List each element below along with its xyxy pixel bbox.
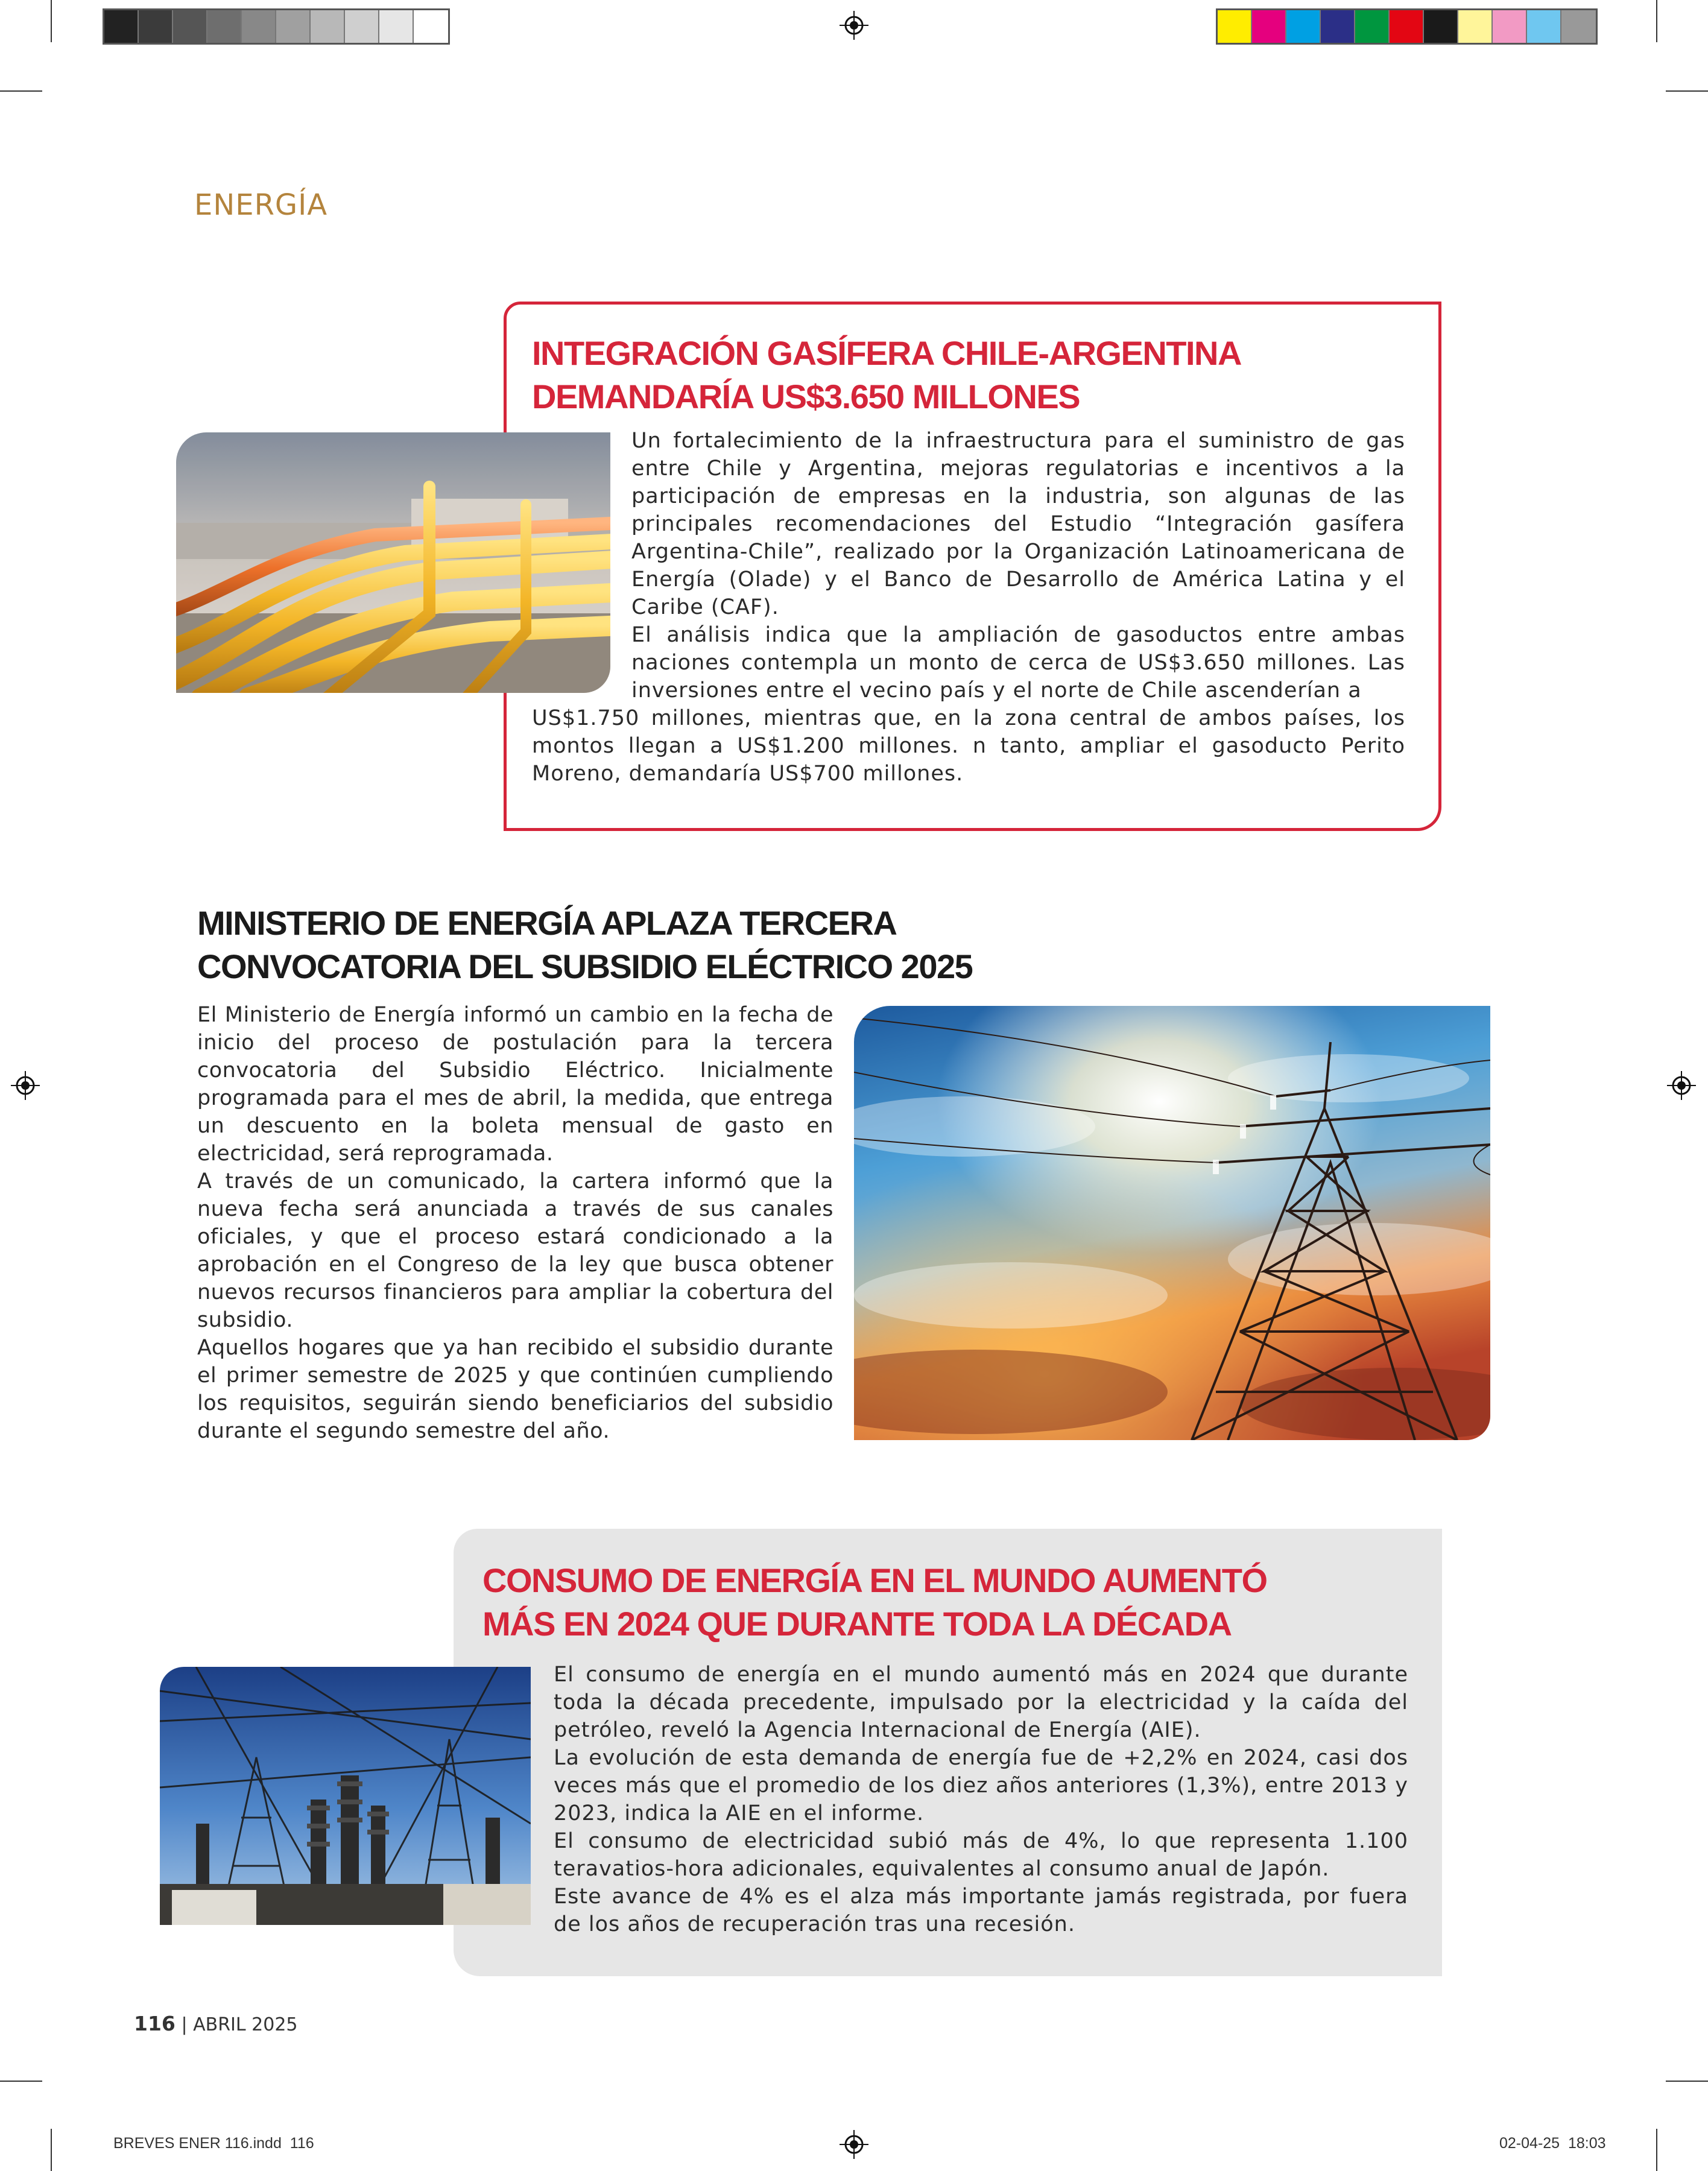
color-swatch: [104, 10, 139, 43]
article2-paragraph: El Ministerio de Energía informó un cambio en la fecha de inicio del proceso de postulación para la tercera convocatoria del Subsidio Eléctrico. Inicialmente programada para el mes de abril, la medida, que entrega un descuento en la boleta mensual de gasto en electricidad, será reprogramada.: [197, 1003, 833, 1166]
article3-title-line: MÁS EN 2024 QUE DURANTE TODA LA DÉCADA: [482, 1605, 1232, 1643]
article3-title: [482, 1559, 1423, 1646]
article1-paragraph: Un fortalecimiento de la infraestructura para el suministro de gas entre Chile y Argentina, mejoras regulatorias e incentivos a la participación de empresas en la industria, son algunas de las principales recomendaciones del Estudio “Integración gasífera Argentina-Chile”, realizado por la Organización Latinoamericana de Energía (Olade) y el Banco de Desarrollo de América Latina y el Caribe (CAF).: [631, 429, 1405, 619]
page-folio: [134, 2012, 298, 2035]
color-swatch: [379, 10, 414, 43]
print-slug-file: [113, 2135, 314, 2152]
crop-mark: [1656, 2129, 1657, 2171]
article1-title-line: DEMANDARÍA US$3.650 MILLONES: [532, 378, 1080, 416]
article3-paragraph: El consumo de energía en el mundo aumentó más en 2024 que durante toda la década precedente, impulsado por la electricidad y la caída del petróleo, reveló la Agencia Internacional de Energía (AIE).: [554, 1663, 1408, 1742]
article1-body-tail: [532, 704, 1405, 788]
color-swatch: [1218, 10, 1252, 43]
slug-filename: BREVES ENER 116.indd: [113, 2135, 282, 2152]
article3-title-line: CONSUMO DE ENERGÍA EN EL MUNDO AUMENTÓ: [482, 1561, 1267, 1599]
power-tower-sunset-photo: [854, 1006, 1490, 1440]
crop-mark: [0, 90, 42, 92]
folio-separator: |: [181, 2014, 188, 2035]
article1-paragraph: US$1.750 millones, mientras que, en la zona central de ambos países, los montos llegan a US$1.200 millones. n tanto, ampliar el gasoducto Perito Moreno, demandaría US$700 millones.: [532, 706, 1405, 786]
color-swatch: [311, 10, 345, 43]
article3-paragraph: La evolución de esta demanda de energía fue de +2,2% en 2024, casi dos veces más que el promedio de los diez años anteriores (1,3%), entre 2013 y 2023, indica la AIE en el informe.: [554, 1746, 1408, 1825]
color-swatch: [173, 10, 207, 43]
crop-mark: [51, 0, 52, 42]
color-swatch: [1493, 10, 1527, 43]
color-swatch: [276, 10, 311, 43]
article2-body: [197, 1001, 833, 1445]
crop-mark: [0, 2081, 42, 2082]
crop-mark: [51, 2129, 52, 2171]
article1-title: [532, 332, 1412, 419]
color-swatch: [1527, 10, 1561, 43]
gray-calibration-bar: [103, 8, 450, 45]
print-slug-timestamp: [1499, 2135, 1606, 2152]
color-swatch: [139, 10, 173, 43]
slug-page: 116: [289, 2135, 314, 2152]
color-swatch: [1458, 10, 1493, 43]
registration-mark-icon: [1667, 1071, 1696, 1100]
article3-paragraph: Este avance de 4% es el alza más importante jamás registrada, por fuera de los años de recuperación tras una recesión.: [554, 1885, 1408, 1936]
registration-mark-icon: [840, 2130, 868, 2159]
registration-mark-icon: [11, 1071, 40, 1100]
article2-paragraph: A través de un comunicado, la cartera informó que la nueva fecha será anunciada a través de sus canales oficiales, y que el proceso estará condicionado a la aprobación en el Congreso de la ley que busca obtener nuevos recursos financieros para ampliar la cobertura del subsidio.: [197, 1169, 833, 1332]
article3-paragraph: El consumo de electricidad subió más de 4%, lo que representa 1.100 teravatios-hora adicionales, equivalentes al consumo anual de Japón.: [554, 1829, 1408, 1881]
article1-paragraph: El análisis indica que la ampliación de gasoductos entre ambas naciones contempla un monto de cerca de US$3.650 millones. Las inversiones entre el vecino país y el norte de Chile ascenderían a: [631, 623, 1405, 703]
article2-title: [197, 902, 1162, 988]
electrical-substation-photo: [160, 1667, 531, 1925]
section-label: ENERGÍA: [194, 188, 328, 222]
color-swatch: [1321, 10, 1355, 43]
color-swatch: [207, 10, 242, 43]
color-swatch: [242, 10, 276, 43]
color-swatch: [1252, 10, 1286, 43]
article3-body: [554, 1661, 1408, 1938]
slug-date: 02-04-25: [1499, 2135, 1560, 2152]
color-swatch: [1286, 10, 1321, 43]
slug-time: 18:03: [1567, 2135, 1606, 2152]
crop-mark: [1666, 90, 1708, 92]
color-calibration-bar: [1216, 8, 1598, 45]
article2-title-line: MINISTERIO DE ENERGÍA APLAZA TERCERA: [197, 904, 897, 942]
color-swatch: [414, 10, 448, 43]
color-swatch: [1390, 10, 1424, 43]
article2-title-line: CONVOCATORIA DEL SUBSIDIO ELÉCTRICO 2025: [197, 947, 973, 985]
article1-body-continued: [631, 621, 1405, 704]
issue-date: ABRIL 2025: [193, 2014, 298, 2035]
color-swatch: [1561, 10, 1596, 43]
crop-mark: [1656, 0, 1657, 42]
gas-pipelines-photo: [176, 432, 610, 693]
color-swatch: [1355, 10, 1390, 43]
registration-mark-icon: [840, 11, 868, 40]
article1-body: [631, 427, 1405, 621]
page-number: 116: [134, 2012, 176, 2035]
color-swatch: [1424, 10, 1458, 43]
article2-paragraph: Aquellos hogares que ya han recibido el subsidio durante el primer semestre de 2025 y que continúen cumpliendo los requisitos, seguirán siendo beneficiarios del subsidio durante el segundo semestre del año.: [197, 1336, 833, 1443]
color-swatch: [345, 10, 379, 43]
crop-mark: [1666, 2081, 1708, 2082]
article1-title-line: INTEGRACIÓN GASÍFERA CHILE-ARGENTINA: [532, 334, 1241, 372]
